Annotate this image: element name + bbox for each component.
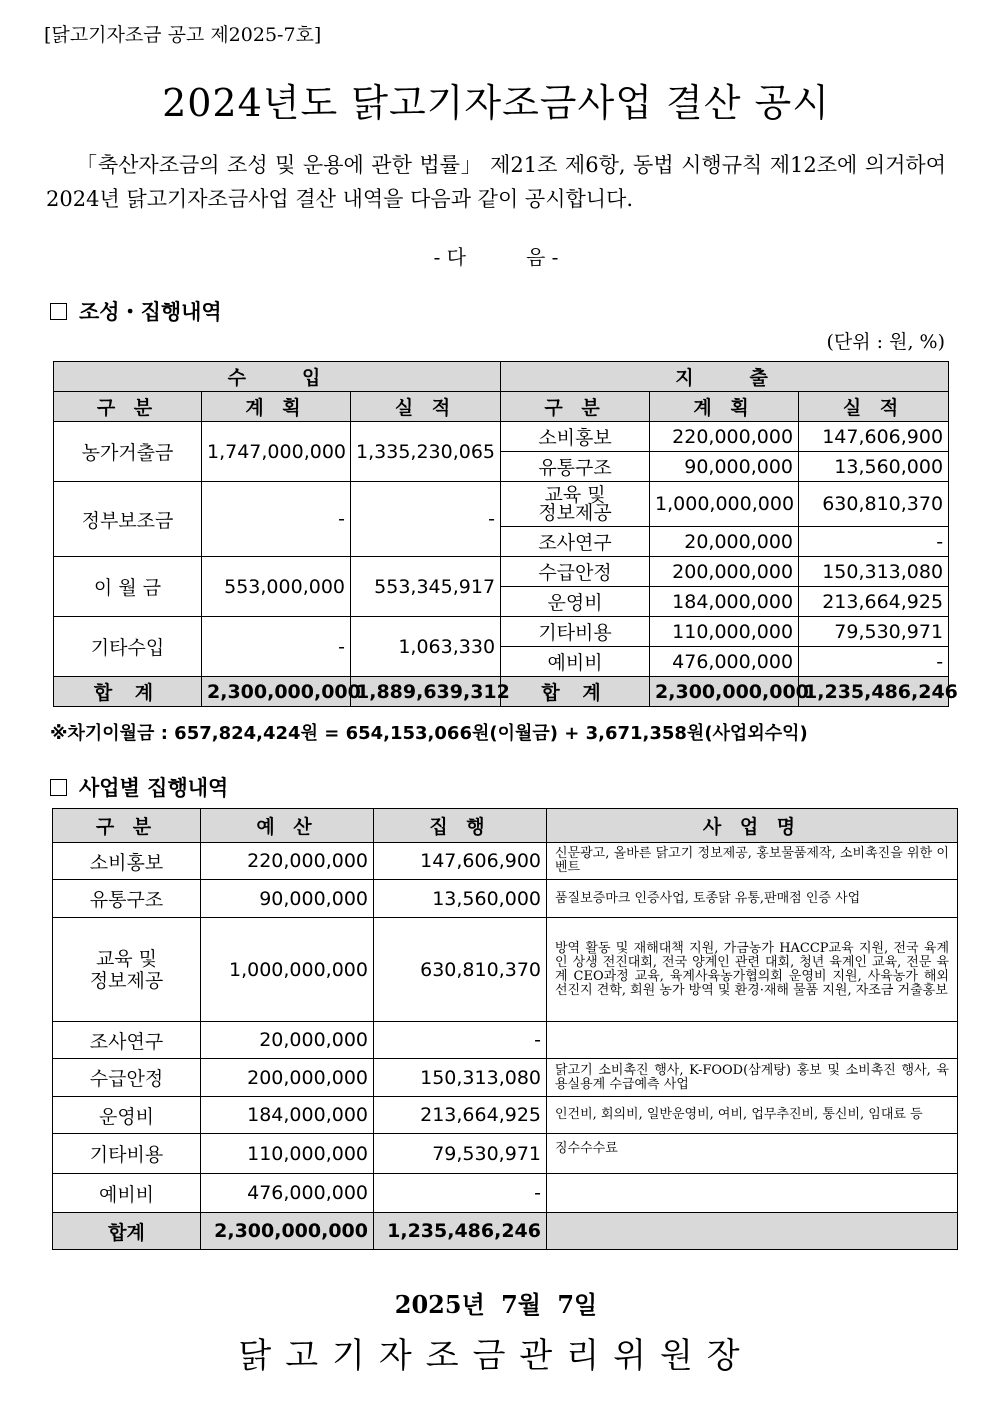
row-label: 교육 및 정보제공 bbox=[53, 918, 201, 1022]
col-plan: 계 획 bbox=[202, 392, 351, 422]
expense-label: 유통구조 bbox=[501, 452, 650, 482]
section1-heading bbox=[50, 296, 222, 326]
expense-total-actual: 1,235,486,246 bbox=[799, 677, 949, 707]
row-exec: 147,606,900 bbox=[374, 843, 547, 880]
income-label: 농가거출금 bbox=[54, 422, 202, 482]
row-budget: 1,000,000,000 bbox=[201, 918, 374, 1022]
expense-header: 지 출 bbox=[501, 362, 949, 392]
signer: 닭고기자조금관리위원장 bbox=[238, 1336, 754, 1376]
income-plan: 1,747,000,000 bbox=[202, 422, 351, 482]
section2-heading bbox=[50, 772, 228, 802]
col-project: 사 업 명 bbox=[547, 809, 958, 843]
expense-label: 조사연구 bbox=[501, 527, 650, 557]
total-budget: 2,300,000,000 bbox=[201, 1213, 374, 1250]
col-gubun: 구 분 bbox=[54, 392, 202, 422]
income-plan: - bbox=[202, 617, 351, 677]
income-total-actual: 1,889,639,312 bbox=[351, 677, 501, 707]
intro-text: 「축산자조금의 조성 및 운용에 관한 법률」 제21조 제6항, 동법 시행규칙 제12조에 의거하여 2024년 닭고기자조금사업 결산 내역을 다음과 같이 공시합니다. bbox=[46, 153, 946, 211]
funding-table bbox=[53, 361, 958, 707]
expense-plan: 220,000,000 bbox=[650, 422, 799, 452]
daeum-heading: - 다 음 - bbox=[433, 245, 559, 269]
expense-total-label: 합 계 bbox=[501, 677, 650, 707]
expense-label: 기타비용 bbox=[501, 617, 650, 647]
notice-number: [닭고기자조금 공고 제2025-7호] bbox=[44, 24, 322, 46]
col-gubun: 구 분 bbox=[53, 809, 201, 843]
row-desc: 닭고기 소비촉진 행사, K-FOOD(삼계탕) 홍보 및 소비촉진 행사, 육용실용계 수급예측 사업 bbox=[547, 1059, 958, 1097]
expense-plan: 184,000,000 bbox=[650, 587, 799, 617]
row-exec: 630,810,370 bbox=[374, 918, 547, 1022]
row-label: 수급안정 bbox=[53, 1059, 201, 1097]
row-label: 유통구조 bbox=[53, 880, 201, 918]
row-budget: 20,000,000 bbox=[201, 1022, 374, 1059]
expense-actual: 213,664,925 bbox=[799, 587, 949, 617]
expense-label: 예비비 bbox=[501, 647, 650, 677]
total-label: 합계 bbox=[53, 1213, 201, 1250]
income-actual: 1,063,330 bbox=[351, 617, 501, 677]
expense-plan: 1,000,000,000 bbox=[650, 482, 799, 527]
row-desc: 인건비, 회의비, 일반운영비, 여비, 업무추진비, 통신비, 임대료 등 bbox=[547, 1097, 958, 1134]
row-exec: - bbox=[374, 1022, 547, 1059]
row-desc: 신문광고, 올바른 닭고기 정보제공, 홍보물품제작, 소비촉진을 위한 이벤트 bbox=[547, 843, 958, 880]
total-exec: 1,235,486,246 bbox=[374, 1213, 547, 1250]
expense-label: 교육 및 정보제공 bbox=[501, 482, 650, 527]
income-plan: 553,000,000 bbox=[202, 557, 351, 617]
income-plan: - bbox=[202, 482, 351, 557]
income-total-label: 합 계 bbox=[54, 677, 202, 707]
carryover-note: ※차기이월금 : 657,824,424원 = 654,153,066원(이월금) + 3,671,358원(사업외수익) bbox=[50, 723, 808, 744]
col-plan: 계 획 bbox=[650, 392, 799, 422]
intro-paragraph bbox=[46, 148, 946, 216]
expense-actual: 13,560,000 bbox=[799, 452, 949, 482]
row-budget: 184,000,000 bbox=[201, 1097, 374, 1134]
expense-actual: - bbox=[799, 647, 949, 677]
row-exec: 13,560,000 bbox=[374, 880, 547, 918]
col-actual: 실 적 bbox=[351, 392, 501, 422]
income-actual: - bbox=[351, 482, 501, 557]
checkbox-square-icon bbox=[50, 303, 67, 320]
row-exec: - bbox=[374, 1174, 547, 1213]
expense-total-plan: 2,300,000,000 bbox=[650, 677, 799, 707]
row-desc: 징수수수료 bbox=[547, 1134, 958, 1174]
row-budget: 220,000,000 bbox=[201, 843, 374, 880]
row-desc bbox=[547, 1022, 958, 1059]
checkbox-square-icon bbox=[50, 779, 67, 796]
notice-date: 2025년 7월 7일 bbox=[394, 1290, 598, 1319]
row-label: 기타비용 bbox=[53, 1134, 201, 1174]
total-desc bbox=[547, 1213, 958, 1250]
col-budget: 예 산 bbox=[201, 809, 374, 843]
income-label: 기타수입 bbox=[54, 617, 202, 677]
income-label: 이 월 금 bbox=[54, 557, 202, 617]
row-budget: 90,000,000 bbox=[201, 880, 374, 918]
expense-label: 소비홍보 bbox=[501, 422, 650, 452]
execution-table bbox=[52, 808, 958, 1250]
row-exec: 79,530,971 bbox=[374, 1134, 547, 1174]
income-label: 정부보조금 bbox=[54, 482, 202, 557]
expense-plan: 476,000,000 bbox=[650, 647, 799, 677]
col-gubun: 구 분 bbox=[501, 392, 650, 422]
row-exec: 150,313,080 bbox=[374, 1059, 547, 1097]
unit-label: (단위 : 원, %) bbox=[826, 331, 945, 353]
expense-plan: 200,000,000 bbox=[650, 557, 799, 587]
row-exec: 213,664,925 bbox=[374, 1097, 547, 1134]
expense-actual: 147,606,900 bbox=[799, 422, 949, 452]
col-actual: 실 적 bbox=[799, 392, 949, 422]
expense-actual: - bbox=[799, 527, 949, 557]
expense-plan: 20,000,000 bbox=[650, 527, 799, 557]
expense-actual: 630,810,370 bbox=[799, 482, 949, 527]
row-budget: 476,000,000 bbox=[201, 1174, 374, 1213]
row-budget: 110,000,000 bbox=[201, 1134, 374, 1174]
row-desc: 품질보증마크 인증사업, 토종닭 유통,판매점 인증 사업 bbox=[547, 880, 958, 918]
page-title: 2024년도 닭고기자조금사업 결산 공시 bbox=[162, 81, 830, 125]
expense-label: 수급안정 bbox=[501, 557, 650, 587]
row-desc bbox=[547, 1174, 958, 1213]
income-header: 수 입 bbox=[54, 362, 501, 392]
expense-actual: 79,530,971 bbox=[799, 617, 949, 647]
expense-label: 운영비 bbox=[501, 587, 650, 617]
income-actual: 553,345,917 bbox=[351, 557, 501, 617]
income-total-plan: 2,300,000,000 bbox=[202, 677, 351, 707]
expense-plan: 90,000,000 bbox=[650, 452, 799, 482]
income-actual: 1,335,230,065 bbox=[351, 422, 501, 482]
expense-actual: 150,313,080 bbox=[799, 557, 949, 587]
row-label: 조사연구 bbox=[53, 1022, 201, 1059]
row-label: 운영비 bbox=[53, 1097, 201, 1134]
row-label: 예비비 bbox=[53, 1174, 201, 1213]
row-desc: 방역 활동 및 재해대책 지원, 가금농가 HACCP교육 지원, 전국 육계인 상생 전진대회, 전국 양계인 관련 대회, 청년 육계인 교육, 전문 육계 CEO과정 교육, 육계사육농가협의회 운영비 지원, 사육농가 해외 선진지 견학, 회원 농가 방역 및 환경·재해 물품 지원, 자조금 거출홍보 bbox=[547, 918, 958, 1022]
expense-plan: 110,000,000 bbox=[650, 617, 799, 647]
section1-title: 조성・집행내역 bbox=[79, 299, 222, 324]
row-budget: 200,000,000 bbox=[201, 1059, 374, 1097]
row-label: 소비홍보 bbox=[53, 843, 201, 880]
section2-title: 사업별 집행내역 bbox=[79, 775, 229, 800]
col-exec: 집 행 bbox=[374, 809, 547, 843]
